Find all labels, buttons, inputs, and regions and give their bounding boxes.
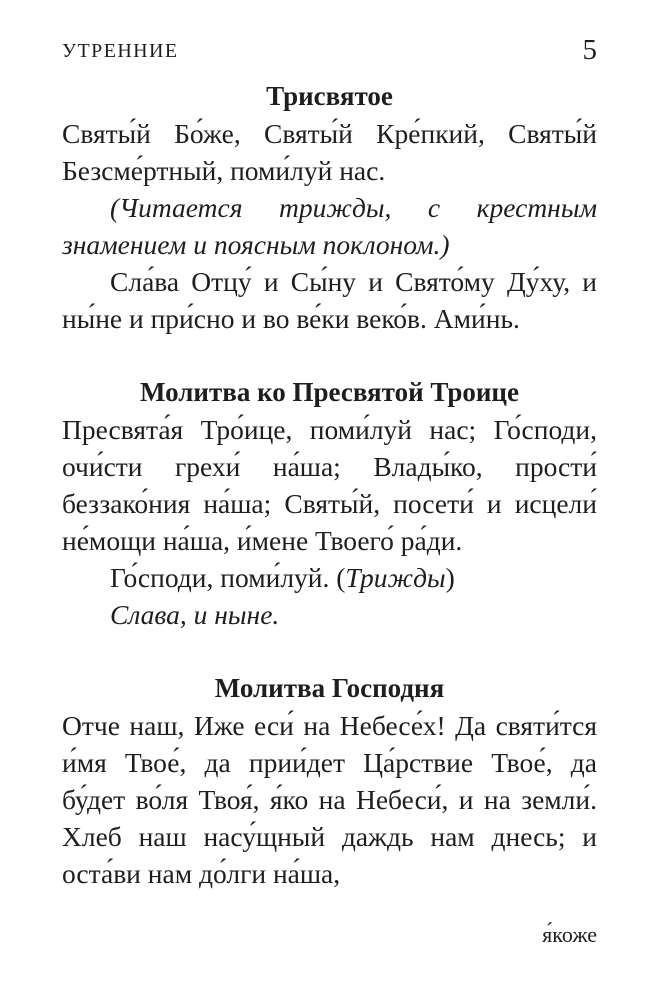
holy-trinity-prayer-text: Пресвята́я Тро́ице, поми́луй нас; Го́споди, очи́сти грехи́ на́ша; Влады́ко, прости́ беззако́ния на́ша; Святы́й, посети́ и исцели́ не́мощи на́ша, и́мене Твоего́ ра́ди. xyxy=(62,414,597,556)
glory-doxology-text: Сла́ва Отцу́ и Сы́ну и Свято́му Ду́ху, и ны́не и при́сно и во ве́ки веко́в. Ами́нь. xyxy=(62,266,597,334)
page-header xyxy=(62,34,597,68)
glory-and-now-rubric: Слава, и ныне. xyxy=(110,599,280,630)
trisagion-rubric: (Читается трижды, с крестным знамением и поясным поклоном.) xyxy=(62,192,597,260)
running-head: УТРЕННИЕ xyxy=(62,40,179,62)
page-number: 5 xyxy=(582,34,597,66)
lords-prayer-text: Отче наш, Иже еси́ на Небесе́х! Да святи́тся и́мя Твое́, да прии́дет Ца́рствие Твое́, да бу́дет во́ля Твоя́, я́ко на Небеси́, и на земли́. Хлеб наш насу́щный даждь нам днесь; и оста́ви нам до́лги на́ша, xyxy=(62,710,597,889)
catchword: я́коже xyxy=(542,922,597,947)
section-title-lords-prayer: Молитва Господня xyxy=(214,673,445,703)
lord-have-mercy-text: Го́споди, поми́луй. ( xyxy=(110,562,346,593)
thrice-rubric: Трижды xyxy=(345,562,446,593)
section-spacer xyxy=(62,337,597,374)
lord-have-mercy-line xyxy=(62,559,597,596)
section-spacer xyxy=(62,633,597,670)
trisagion-prayer-text: Святы́й Бо́же, Святы́й Кре́пкий, Святы́й Безсме́ртный, поми́луй нас. xyxy=(62,118,597,186)
page-body xyxy=(62,78,597,892)
section-title-trisagion: Трисвятое xyxy=(266,81,393,111)
closing-paren: ) xyxy=(445,562,455,593)
section-title-holy-trinity: Молитва ко Пресвятой Троице xyxy=(140,377,519,407)
